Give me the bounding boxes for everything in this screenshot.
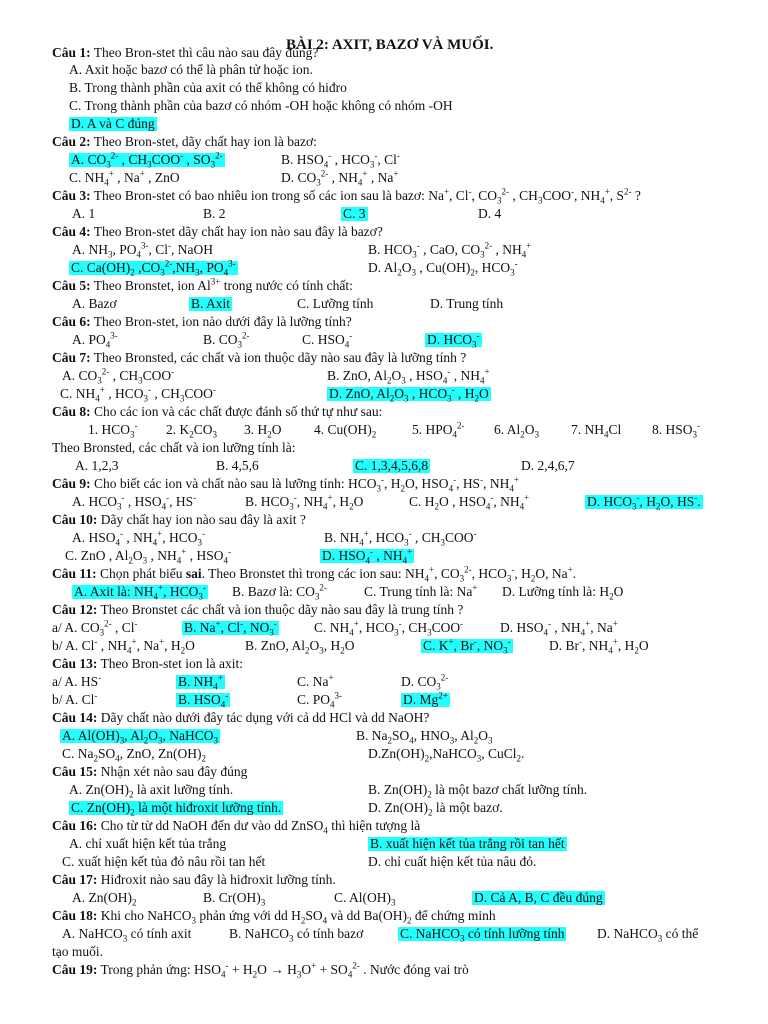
highlighted-answer: B. Na+, Cl-, $NO_3^-$ — [184, 618, 277, 638]
highlighted-answer: B. xuất hiện kết tủa trắng rồi tan hết — [370, 836, 565, 851]
question-text: Câu 2: Theo Bron-stet, dãy chất hay ion là bazơ: — [52, 134, 317, 149]
question-text: Câu 15: Nhận xét nào sau đây đúng — [52, 764, 248, 779]
answer-option: C. Na+ — [297, 672, 334, 689]
question-text: A. $Zn(OH)_2$ — [72, 890, 137, 908]
answer-option: D. $Al_2O_3$ , $Cu(OH)_2$, $HCO_3^-$ — [368, 258, 518, 278]
highlighted-answer: B. $NH_4^+$ — [178, 672, 223, 692]
highlighted-answer: D. $HSO_4^-$ , $NH_4^+$ — [322, 546, 413, 566]
question-text: B. Trong thành phần của axit có thể không có hiđro — [69, 80, 347, 95]
answer-option: C. $H_2O$ , $HSO_4^-$, $NH_4^+$ — [409, 492, 530, 512]
highlighted-answer: D. $HCO_3^-$ — [427, 330, 480, 350]
highlighted-answer: C. 1,3,4,5,6,8 — [355, 458, 429, 473]
highlighted-answer: C. K+, Br-, $NO_3^-$ — [423, 636, 511, 656]
highlighted-answer: D. Cả A, B, C đều đúng — [474, 890, 603, 905]
answer-option: D. $CO_3^{2-}$ , $NH_4^+$ , Na+ — [281, 168, 399, 188]
question-text: Câu 3: Theo Bron-stet có bao nhiêu ion trong số các ion sau là bazơ: Na+, Cl-, $CO_3^{2-}$ , $CH_3COO^-$, $NH_4^+$, $S^{2-}$ ? — [52, 186, 641, 206]
highlighted-answer: A. $Al(OH)_3$, $Al_2O_3$, NaHCO$_3$ — [62, 728, 219, 746]
answer-option: 4. $Cu(OH)_2$ — [314, 422, 377, 440]
answer-option: B. $HSO_4^-$ , $HCO_3^-$, Cl- — [281, 150, 400, 170]
highlighted-answer: A. Axit là: $NH_4^+$, $HCO_3^-$ — [74, 582, 206, 602]
question-text: C. $Na_2SO_4$, ZnO, $Zn(OH)_2$ — [62, 746, 206, 764]
question-text: tạo muối. — [52, 944, 103, 959]
question-text: A. Axit hoặc bazơ có thể là phân tử hoặc ion. — [69, 62, 313, 77]
question-text: A. 1,2,3 — [75, 458, 119, 473]
answer-option: C. Lưỡng tính — [297, 296, 374, 311]
question-text: A. $NH_3$, $PO_4^{3-}$, Cl-, NaOH — [72, 240, 214, 260]
question-text: Câu 12: Theo Bronstet các chất và ion thuộc dãy nào sau đây là trung tính ? — [52, 602, 464, 617]
question-text: Theo Bronsted, các chất và ion lưỡng tính là: — [52, 440, 296, 455]
answer-option: C. Trung tính là: Na+ — [364, 582, 478, 599]
answer-option: B. 2 — [203, 206, 226, 221]
answer-option: C. $Al(OH)_3$ — [334, 890, 396, 908]
question-text: A. 1 — [72, 206, 96, 221]
answer-option: B. NaHCO$_3$ có tính bazơ — [229, 926, 364, 944]
answer-option: B. $Zn(OH)_2$ là một bazơ chất lưỡng tính. — [368, 782, 588, 800]
answer-option: C. $PO_4^{3-}$ — [297, 690, 343, 710]
answer-option: D. 2,4,6,7 — [521, 458, 575, 473]
answer-option: D. Br-, $NH_4^+$, $H_2O$ — [549, 636, 649, 656]
question-text: Câu 11: Chọn phát biểu sai. Theo Bronstet thì trong các ion sau: $NH_4^+$, $CO_3^{2-}$, $HCO_3^-$, $H_2O$, Na+. — [52, 564, 577, 584]
question-text: a/ A. HS- — [52, 672, 102, 689]
answer-option: C. $NH_4^+$, $HCO_3^-$, $CH_3COO^-$ — [314, 618, 464, 638]
question-text: C. Trong thành phần của bazơ có nhóm -OH hoặc không có nhóm -OH — [69, 98, 453, 113]
answer-option: B. $Cr(OH)_3$ — [203, 890, 266, 908]
question-text: 1. $HCO_3^-$ — [88, 420, 138, 440]
question-text: A. NaHCO$_3$ có tính axit — [62, 926, 192, 944]
highlighted-answer: A. $CO_3^{2-}$ , $CH_3COO^-$ , $SO_3^{2-}$ — [71, 150, 223, 170]
highlighted-answer: D. A và C đúng — [71, 116, 155, 131]
answer-option: 5. $HPO_4^{2-}$ — [412, 420, 465, 440]
answer-option: 6. $Al_2O_3$ — [494, 422, 540, 440]
answer-option: B. $Na_2SO_4$, $HNO_3$, $Al_2O_3$ — [356, 728, 493, 746]
question-text: A. $HSO_4^-$ , $NH_4^+$, $HCO_3^-$ — [72, 528, 205, 548]
highlighted-answer: D. ZnO, $Al_2O_3$ , $HCO_3^-$ , $H_2O$ — [329, 384, 489, 404]
question-text: Câu 8: Cho các ion và các chất được đánh số thứ tự như sau: — [52, 404, 383, 419]
highlighted-answer: B. Axit — [191, 296, 231, 311]
question-text: Câu 4: Theo Bron-stet dãy chất hay ion nào sau đây là bazơ? — [52, 224, 383, 239]
question-text: C. xuất hiện kết tủa đỏ nâu rồi tan hết — [62, 854, 266, 869]
answer-option: D. $Zn(OH)_2$ là một bazơ. — [368, 800, 503, 818]
question-text: b/ A. Cl- — [52, 690, 98, 707]
answer-option: C. $HSO_4^-$ — [302, 330, 353, 350]
answer-option: 2. $K_2CO_3$ — [166, 422, 218, 440]
question-text: Câu 14: Dãy chất nào dưới đây tác dụng với cả dd HCl và dd NaOH? — [52, 710, 430, 725]
answer-option: B. $HCO_3^-$, $NH_4^+$, $H_2O$ — [245, 492, 364, 512]
highlighted-answer: C. $Ca(OH)_2$ $,CO_3^{2-},NH_3$, $PO_4^{3-}$ — [71, 258, 236, 278]
answer-option: B. ZnO, $Al_2O_3$ , $HSO_4^-$ , $NH_4^+$ — [327, 366, 490, 386]
question-text: C. ZnO , $Al_2O_3$ , $NH_4^+$ , $HSO_4^-$ — [65, 546, 231, 566]
answer-option: B. $NH_4^+$, $HCO_3^-$ , $CH_3COO^-$ — [324, 528, 477, 548]
question-text: A. $Zn(OH)_2$ là axit lưỡng tính. — [69, 782, 234, 800]
question-text: a/ A. $CO_3^{2-}$ , Cl- — [52, 618, 138, 638]
highlighted-answer: C. NaHCO$_3$ có tính lưỡng tính — [400, 926, 565, 944]
question-text: A. chỉ xuất hiện kết tủa trắng — [69, 836, 227, 851]
answer-option: $D.Zn(OH)_2,NaHCO_3$, CuCl$_2$. — [368, 746, 525, 764]
answer-option: B. Bazơ là: $CO_3^{2-}$ — [232, 582, 327, 602]
answer-option: B. $HCO_3^-$ , CaO, $CO_3^{2-}$ , $NH_4^+$ — [368, 240, 532, 260]
highlighted-answer: D. $HCO_3^-$, $H_2O$, HS-. — [587, 492, 701, 512]
question-text: b/ A. Cl- , $NH_4^+$, Na+, $H_2O$ — [52, 636, 195, 656]
highlighted-answer: B. $HSO_4^-$ — [178, 690, 229, 710]
page-title: BÀI 2: AXIT, BAZƠ VÀ MUỐI. — [286, 37, 494, 53]
question-text: C. $NH_4^+$ , $HCO_3^-$ , $CH_3COO^-$ — [60, 384, 216, 404]
answer-option: D. chỉ cuất hiện kết tủa nâu đỏ. — [368, 854, 537, 869]
question-text: Câu 17: Hiđroxit nào sau đây là hiđroxit lưỡng tính. — [52, 872, 336, 887]
highlighted-answer: D. $Mg^{2+}$ — [403, 690, 448, 707]
question-text: Câu 9: Cho biết các ion và chất nào sau là lưỡng tính: $HCO_3^-$, $H_2O$, $HSO_4^-$, HS-, $NH_4^+$ — [52, 474, 519, 494]
question-text: Câu 13: Theo Bron-stet ion là axit: — [52, 656, 243, 671]
answer-option: D. $CO_3^{2-}$ — [401, 672, 449, 692]
answer-option: 8. $HSO_3^-$ — [652, 420, 701, 440]
answer-option: D. Lưỡng tính là: $H_2O$ — [502, 584, 624, 602]
question-text: Câu 10: Dãy chất hay ion nào sau đây là axit ? — [52, 512, 306, 527]
highlighted-answer: C. 3 — [343, 206, 366, 221]
question-text: Câu 7: Theo Bronsted, các chất và ion thuộc dãy nào sau đây là lưỡng tính ? — [52, 350, 467, 365]
answer-option: B. 4,5,6 — [216, 458, 259, 473]
question-text: A. Bazơ — [72, 296, 117, 311]
question-text: A. $CO_3^{2-}$ , $CH_3COO^-$ — [62, 366, 175, 386]
answer-option: 7. $NH_4Cl$ — [571, 422, 622, 440]
question-text: Câu 6: Theo Bron-stet, ion nào dưới đây là lưỡng tính? — [52, 314, 352, 329]
question-text: Câu 19: Trong phản ứng: $HSO_4^- + H_2O \to H_3O^+ + SO_4^{2-}$ . Nước đóng vai trò — [52, 960, 469, 980]
answer-option: D. 4 — [478, 206, 502, 221]
answer-option: D. NaHCO$_3$ có thể — [597, 926, 699, 944]
answer-option: B. ZnO, $Al_2O_3$, $H_2O$ — [245, 638, 355, 656]
answer-option: D. $HSO_4^-$ , $NH_4^+$, Na+ — [500, 618, 618, 638]
question-text: Câu 1: Theo Bron-stet thì câu nào sau đây đúng? — [52, 45, 319, 60]
answer-option: D. Trung tính — [430, 296, 504, 311]
question-text: Câu 16: Cho từ từ dd NaOH đến dư vào dd ZnSO$_4$ thì hiện tượng là — [52, 818, 421, 836]
question-text: Câu 5: Theo Bronstet, ion $Al^{3+}$ trong nước có tính chất: — [52, 276, 353, 293]
question-text: C. $NH_4^+$ , Na+ , ZnO — [69, 168, 180, 188]
question-text: A. $HCO_3^-$ , $HSO_4^-$, HS- — [72, 492, 197, 512]
answer-option: B. $CO_3^{2-}$ — [203, 330, 250, 350]
question-text: A. $PO_4^{3-}$ — [72, 330, 118, 350]
answer-option: 3. $H_2O$ — [244, 422, 282, 440]
highlighted-answer: C. $Zn(OH)_2$ là một hiđroxit lưỡng tính. — [71, 800, 282, 818]
question-text: Câu 18: Khi cho NaHCO$_3$ phản ứng với dd $H_2SO_4$ và dd $Ba(OH)_2$ để chứng minh — [52, 908, 496, 926]
